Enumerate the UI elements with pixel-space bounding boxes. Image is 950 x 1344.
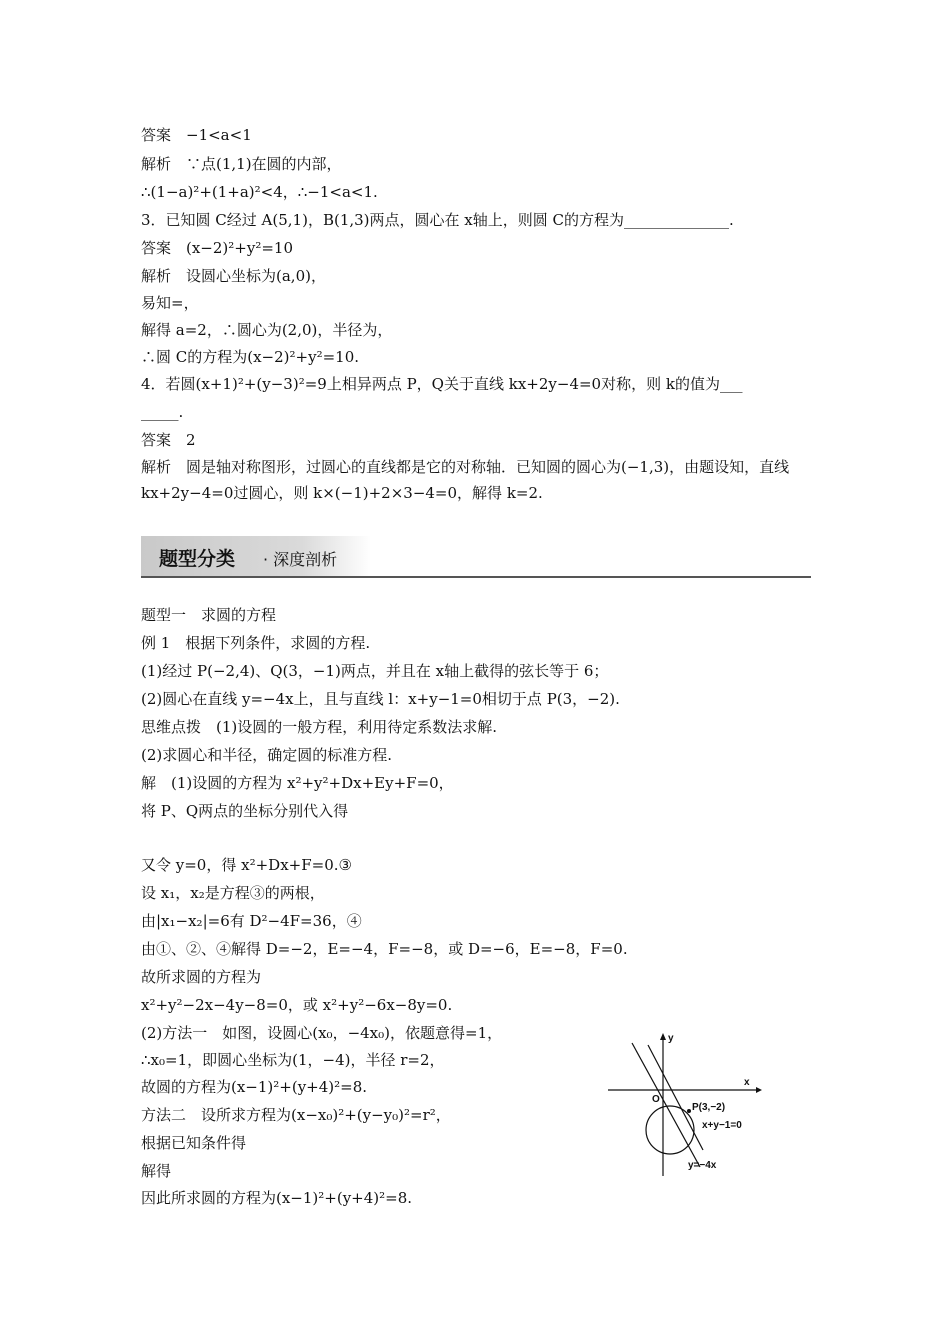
example-part-1: (1)经过 P(−2,4)、Q(3，−1)两点，并且在 x轴上截得的弦长等于 6；: [141, 662, 609, 680]
hint-line: 思维点拨 (1)设圆的一般方程，利用待定系数法求解.: [141, 718, 498, 736]
section-title: 题型分类: [159, 548, 236, 570]
solution-line: x²+y²−2x−4y−8=0，或 x²+y²−6x−8y=0.: [141, 996, 453, 1014]
solution-line: 又令 y=0，得 x²+Dx+F=0.③: [141, 856, 352, 874]
topic-heading: 题型一 求圆的方程: [141, 606, 277, 624]
question-3: 3．已知圆 C经过 A(5,1)，B(1,3)两点，圆心在 x轴上，则圆 C的方程为______________.: [141, 211, 734, 229]
derivation-line: 解得 a=2，∴圆心为(2,0)，半径为，: [141, 321, 393, 339]
method-1-line: 故圆的方程为(x−1)²+(y+4)²=8.: [141, 1078, 368, 1096]
example-heading: 例 1 根据下列条件，求圆的方程.: [141, 634, 371, 652]
question-4-continued: _____.: [141, 403, 184, 421]
section-subtitle: · 深度剖析: [263, 550, 338, 569]
analysis-line: 解析 设圆心坐标为(a,0)，: [141, 267, 326, 285]
answer-line: 答案 (x−2)²+y²=10: [141, 239, 293, 257]
example-part-2: (2)圆心在直线 y=−4x上，且与直线 l：x+y−1=0相切于点 P(3，−2).: [141, 690, 620, 708]
y-axis-label: y: [668, 1033, 674, 1044]
x-axis-arrow: [756, 1087, 762, 1093]
method-1-line: (2)方法一 如图，设圆心(x₀，−4x₀)，依题意得=1，: [141, 1024, 503, 1042]
method-2-line: 解得: [141, 1162, 172, 1180]
answer-line: 答案 2: [141, 431, 196, 449]
solution-line: 设 x₁，x₂是方程③的两根，: [141, 884, 325, 902]
question-4: 4．若圆(x+1)²+(y−3)²=9上相异两点 P，Q关于直线 kx+2y−4=0对称，则 k的值为___: [141, 375, 743, 393]
derivation-line: ∴圆 C的方程为(x−2)²+y²=10.: [141, 348, 360, 366]
solution-line: 由①、②、④解得 D=−2，E=−4，F=−8，或 D=−6，E=−8，F=0.: [141, 940, 628, 958]
method-2-line: 因此所求圆的方程为(x−1)²+(y+4)²=8.: [141, 1189, 413, 1207]
circle-diagram: [608, 1030, 770, 1180]
point-p-label: P(3,−2): [692, 1102, 726, 1113]
section-header-rule: [141, 576, 811, 578]
x-axis-label: x: [744, 1077, 750, 1088]
solution-line: 故所求圆的方程为: [141, 968, 262, 986]
analysis-line: 解析 ∵点(1,1)在圆的内部，: [141, 155, 342, 173]
tangent-line-label: x+y−1=0: [702, 1120, 742, 1131]
derivation-line: 易知=，: [141, 294, 199, 312]
y-axis-arrow: [660, 1033, 666, 1040]
answer-line: 答案 −1<a<1: [141, 126, 252, 144]
section-header: [141, 536, 811, 578]
method-2-line: 方法二 设所求方程为(x−x₀)²+(y−y₀)²=r²，: [141, 1106, 451, 1124]
hint-line: (2)求圆心和半径，确定圆的标准方程.: [141, 746, 393, 764]
solution-line: 解 (1)设圆的方程为 x²+y²+Dx+Ey+F=0，: [141, 774, 454, 792]
line-y-minus-4x: [632, 1043, 700, 1167]
origin-label: O: [652, 1094, 660, 1105]
derivation-line: ∴(1−a)²+(1+a)²<4，∴−1<a<1.: [141, 183, 378, 201]
method-2-line: 根据已知条件得: [141, 1134, 247, 1152]
point-p: [687, 1109, 691, 1113]
method-1-line: ∴x₀=1，即圆心坐标为(1，−4)，半径 r=2，: [141, 1051, 445, 1069]
solution-line: 将 P、Q两点的坐标分别代入得: [141, 802, 349, 820]
center-line-label: y=−4x: [688, 1160, 717, 1171]
solution-line: 由|x₁−x₂|=6有 D²−4F=36，④: [141, 912, 362, 930]
analysis-paragraph: 解析 圆是轴对称图形，过圆心的直线都是它的对称轴．已知圆的圆心为(−1,3)，由题设知，直线 kx+2y−4=0过圆心，则 k×(−1)+2×3−4=0，解得 k=2.: [141, 458, 790, 502]
